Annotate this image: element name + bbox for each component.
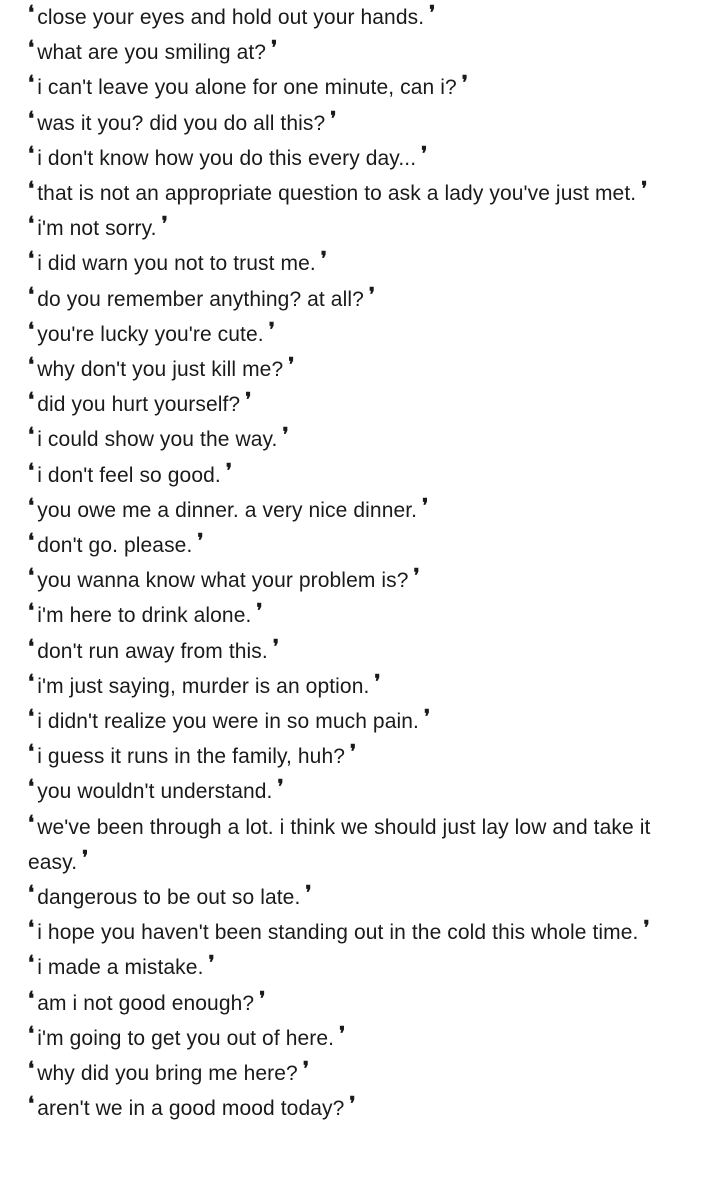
close-quote-icon: ❜ (461, 72, 469, 95)
prompt-item (28, 176, 691, 211)
prompt-item (28, 35, 691, 70)
close-quote-icon: ❜ (320, 248, 328, 271)
prompt-item (28, 317, 691, 352)
close-quote-icon: ❜ (197, 530, 204, 553)
close-quote-icon: ❜ (208, 952, 215, 975)
prompt-item (28, 246, 691, 281)
close-quote-icon: ❜ (421, 142, 428, 165)
open-quote-icon: ❛ (28, 635, 35, 658)
prompt-item (28, 211, 691, 246)
open-quote-icon: ❛ (28, 530, 35, 553)
prompt-item (28, 774, 691, 809)
close-quote-icon: ❜ (161, 213, 168, 236)
open-quote-icon: ❛ (28, 318, 35, 341)
close-quote-icon: ❜ (282, 424, 289, 447)
prompt-text: am i not good enough? (37, 991, 255, 1015)
open-quote-icon: ❛ (28, 248, 35, 271)
close-quote-icon: ❜ (272, 635, 280, 658)
prompt-text: i'm not sorry. (37, 217, 157, 241)
open-quote-icon: ❛ (28, 2, 35, 24)
close-quote-icon: ❜ (641, 178, 648, 201)
open-quote-icon: ❛ (28, 987, 35, 1010)
prompt-text: i can't leave you alone for one minute, can i? (37, 76, 457, 100)
prompt-text: you're lucky you're cute. (37, 322, 264, 346)
prompt-text: you wanna know what your problem is? (37, 569, 409, 593)
prompt-text: you owe me a dinner. a very nice dinner. (37, 498, 418, 522)
prompt-item (28, 915, 691, 950)
open-quote-icon: ❛ (28, 389, 35, 412)
close-quote-icon: ❜ (225, 459, 233, 482)
close-quote-icon: ❜ (413, 565, 420, 588)
open-quote-icon: ❛ (28, 917, 35, 940)
open-quote-icon: ❛ (28, 107, 35, 130)
close-quote-icon: ❜ (429, 2, 436, 24)
prompt-item (28, 986, 691, 1021)
prompt-text: what are you smiling at? (37, 41, 267, 65)
open-quote-icon: ❛ (28, 811, 35, 834)
open-quote-icon: ❛ (28, 600, 35, 623)
prompt-item (28, 669, 691, 704)
close-quote-icon: ❜ (271, 37, 278, 60)
open-quote-icon: ❛ (28, 952, 35, 975)
close-quote-icon: ❜ (349, 1093, 356, 1116)
prompt-text: that is not an appropriate question to ask a lady you've just met. (37, 182, 637, 206)
prompt-item (28, 810, 691, 880)
prompt-text: dangerous to be out so late. (37, 886, 301, 910)
open-quote-icon: ❛ (28, 459, 35, 482)
close-quote-icon: ❜ (422, 494, 429, 517)
prompt-text: i guess it runs in the family, huh? (37, 745, 345, 769)
prompt-text: i could show you the way. (37, 428, 278, 452)
open-quote-icon: ❛ (28, 776, 35, 799)
close-quote-icon: ❜ (643, 917, 650, 940)
open-quote-icon: ❛ (28, 565, 35, 588)
prompt-item (28, 458, 691, 493)
prompt-item (28, 598, 691, 633)
prompt-text: i hope you haven't been standing out in the cold this whole time. (37, 921, 639, 945)
prompt-item (28, 282, 691, 317)
prompt-item (28, 422, 691, 457)
prompt-item (28, 1091, 691, 1126)
prompt-item (28, 1021, 691, 1056)
close-quote-icon: ❜ (277, 776, 284, 799)
close-quote-icon: ❜ (268, 318, 275, 341)
open-quote-icon: ❛ (28, 706, 35, 729)
close-quote-icon: ❜ (350, 741, 357, 764)
prompt-item (28, 387, 691, 422)
close-quote-icon: ❜ (256, 600, 263, 623)
prompt-item (28, 70, 691, 105)
prompt-text: don't go. please. (37, 534, 193, 558)
open-quote-icon: ❛ (28, 424, 35, 447)
prompt-text: i'm just saying, murder is an option. (37, 674, 370, 698)
prompt-item (28, 950, 691, 985)
close-quote-icon: ❜ (368, 283, 376, 306)
prompt-item (28, 563, 691, 598)
prompt-item (28, 352, 691, 387)
prompt-text: do you remember anything? at all? (37, 287, 364, 311)
close-quote-icon: ❜ (259, 987, 266, 1010)
close-quote-icon: ❜ (423, 706, 431, 729)
close-quote-icon: ❜ (302, 1058, 310, 1081)
open-quote-icon: ❛ (28, 37, 35, 60)
open-quote-icon: ❛ (28, 1058, 35, 1081)
close-quote-icon: ❜ (288, 354, 295, 377)
close-quote-icon: ❜ (305, 882, 312, 905)
close-quote-icon: ❜ (374, 670, 381, 693)
open-quote-icon: ❛ (28, 354, 35, 377)
prompt-text: did you hurt yourself? (37, 393, 241, 417)
prompt-item (28, 493, 691, 528)
open-quote-icon: ❛ (28, 142, 35, 165)
prompt-item (28, 141, 691, 176)
prompt-text: why don't you just kill me? (37, 358, 284, 382)
prompt-text: was it you? did you do all this? (37, 111, 326, 135)
open-quote-icon: ❛ (28, 494, 35, 517)
prompt-text: i don't feel so good. (37, 463, 221, 487)
prompt-text: i'm here to drink alone. (37, 604, 252, 628)
open-quote-icon: ❛ (28, 670, 35, 693)
prompt-text: don't run away from this. (37, 639, 268, 663)
prompt-text: we've been through a lot. i think we should just lay low and take it easy. (28, 815, 651, 874)
open-quote-icon: ❛ (28, 283, 35, 306)
close-quote-icon: ❜ (339, 1022, 346, 1045)
close-quote-icon: ❜ (82, 846, 89, 869)
prompt-text: aren't we in a good mood today? (37, 1097, 345, 1121)
close-quote-icon: ❜ (330, 107, 337, 130)
prompt-item (28, 704, 691, 739)
prompt-text: i don't know how you do this every day... (37, 146, 417, 170)
prompt-item (28, 0, 691, 35)
open-quote-icon: ❛ (28, 882, 35, 905)
open-quote-icon: ❛ (28, 178, 35, 201)
prompt-item (28, 880, 691, 915)
open-quote-icon: ❛ (28, 1093, 35, 1116)
open-quote-icon: ❛ (28, 213, 35, 236)
prompt-text: i'm going to get you out of here. (37, 1026, 335, 1050)
prompt-item (28, 106, 691, 141)
prompt-text: i made a mistake. (37, 956, 204, 980)
open-quote-icon: ❛ (28, 741, 35, 764)
prompt-text: i did warn you not to trust me. (37, 252, 316, 276)
prompt-item (28, 1056, 691, 1091)
open-quote-icon: ❛ (28, 72, 35, 95)
prompt-text: why did you bring me here? (37, 1062, 298, 1086)
open-quote-icon: ❛ (28, 1022, 35, 1045)
close-quote-icon: ❜ (245, 389, 252, 412)
prompt-text: i didn't realize you were in so much pain. (37, 710, 419, 734)
prompt-item (28, 528, 691, 563)
prompt-text: you wouldn't understand. (37, 780, 273, 804)
prompt-item (28, 634, 691, 669)
prompt-item (28, 739, 691, 774)
prompt-text: close your eyes and hold out your hands. (37, 6, 425, 29)
